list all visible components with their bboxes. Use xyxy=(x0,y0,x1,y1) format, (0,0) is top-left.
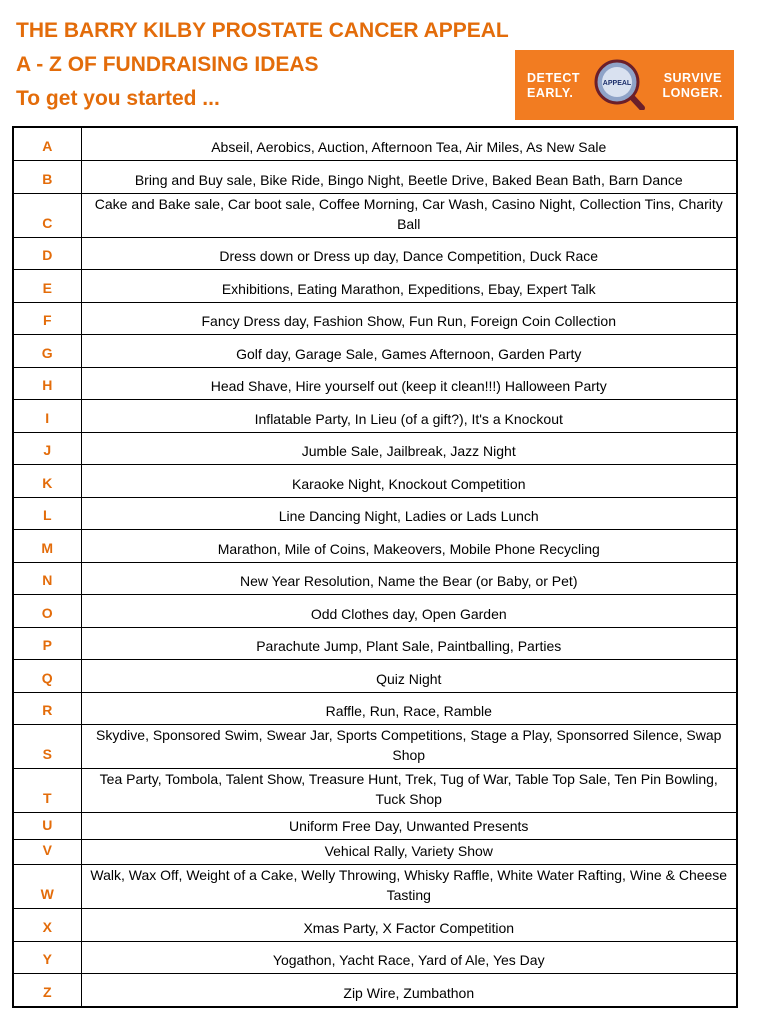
logo-right-line1: SURVIVE xyxy=(663,71,722,85)
row-ideas: Tea Party, Tombola, Talent Show, Treasure Hunt, Trek, Tug of War, Table Top Sale, Ten Pin Bowling, Tuck Shop xyxy=(81,769,736,813)
row-ideas: Dress down or Dress up day, Dance Competition, Duck Race xyxy=(81,237,736,270)
row-letter: P xyxy=(14,627,81,660)
row-ideas: Uniform Free Day, Unwanted Presents xyxy=(81,813,736,840)
row-ideas: Xmas Party, X Factor Competition xyxy=(81,909,736,942)
row-letter: J xyxy=(14,432,81,465)
table-row xyxy=(14,270,736,303)
row-ideas: Inflatable Party, In Lieu (of a gift?), It's a Knockout xyxy=(81,400,736,433)
table-row xyxy=(14,335,736,368)
row-letter: L xyxy=(14,497,81,530)
row-letter: G xyxy=(14,335,81,368)
table-row xyxy=(14,562,736,595)
ideas-table-body xyxy=(14,128,736,1006)
row-letter: T xyxy=(14,769,81,813)
row-ideas: Marathon, Mile of Coins, Makeovers, Mobile Phone Recycling xyxy=(81,530,736,563)
ideas-table xyxy=(12,126,738,1008)
row-ideas: Raffle, Run, Race, Ramble xyxy=(81,692,736,725)
row-letter: Z xyxy=(14,974,81,1007)
row-letter: U xyxy=(14,813,81,840)
row-ideas: Quiz Night xyxy=(81,660,736,693)
row-ideas: Yogathon, Yacht Race, Yard of Ale, Yes Day xyxy=(81,941,736,974)
table-row xyxy=(14,660,736,693)
row-ideas: Karaoke Night, Knockout Competition xyxy=(81,465,736,498)
row-ideas: Fancy Dress day, Fashion Show, Fun Run, Foreign Coin Collection xyxy=(81,302,736,335)
table-row xyxy=(14,530,736,563)
row-ideas: Line Dancing Night, Ladies or Lads Lunch xyxy=(81,497,736,530)
row-ideas: Zip Wire, Zumbathon xyxy=(343,985,475,1001)
table-row xyxy=(14,840,736,865)
table-row xyxy=(14,302,736,335)
row-letter: M xyxy=(14,530,81,563)
row-letter: H xyxy=(14,367,81,400)
row-letter: K xyxy=(14,465,81,498)
table-row xyxy=(14,128,736,161)
table-row xyxy=(14,692,736,725)
logo-tagline-left xyxy=(527,71,580,101)
document-subtitle: To get you started ... xyxy=(16,87,220,110)
row-letter: O xyxy=(14,595,81,628)
row-ideas: Golf day, Garage Sale, Games Afternoon, Garden Party xyxy=(81,335,736,368)
table-row xyxy=(14,465,736,498)
row-letter: A xyxy=(14,128,81,161)
row-letter: N xyxy=(14,562,81,595)
row-ideas: Abseil, Aerobics, Auction, Afternoon Tea, Air Miles, As New Sale xyxy=(81,128,736,161)
table-row xyxy=(14,769,736,813)
table-row xyxy=(14,161,736,194)
row-ideas: Parachute Jump, Plant Sale, Paintballing, Parties xyxy=(81,627,736,660)
table-row xyxy=(14,865,736,909)
page-header xyxy=(16,14,509,116)
row-letter: D xyxy=(14,237,81,270)
logo-tagline-right xyxy=(663,71,723,101)
row-letter: V xyxy=(14,840,81,865)
appeal-title: THE BARRY KILBY PROSTATE CANCER APPEAL xyxy=(16,19,509,42)
table-row xyxy=(14,367,736,400)
row-letter: Y xyxy=(14,941,81,974)
table-row xyxy=(14,595,736,628)
table-row xyxy=(14,813,736,840)
table-row xyxy=(14,941,736,974)
table-row xyxy=(14,237,736,270)
row-letter: C xyxy=(14,193,81,237)
row-ideas: Exhibitions, Eating Marathon, Expeditions, Ebay, Expert Talk xyxy=(81,270,736,303)
row-ideas: Vehical Rally, Variety Show xyxy=(81,840,736,865)
row-ideas: Odd Clothes day, Open Garden xyxy=(81,595,736,628)
row-ideas: Skydive, Sponsored Swim, Swear Jar, Sports Competitions, Stage a Play, Sponsorred Silence, Swap Shop xyxy=(81,725,736,769)
table-row xyxy=(14,974,736,1007)
row-ideas: Bring and Buy sale, Bike Ride, Bingo Night, Beetle Drive, Baked Bean Bath, Barn Dance xyxy=(81,161,736,194)
row-letter: Q xyxy=(14,660,81,693)
logo-right-line2: LONGER. xyxy=(662,86,723,100)
row-letter: R xyxy=(14,692,81,725)
table-row xyxy=(14,627,736,660)
row-letter: S xyxy=(14,725,81,769)
table-row xyxy=(14,725,736,769)
table-row xyxy=(14,909,736,942)
table-row xyxy=(14,193,736,237)
row-ideas: Walk, Wax Off, Weight of a Cake, Welly Throwing, Whisky Raffle, White Water Rafting, Wine & Cheese Tasting xyxy=(81,865,736,909)
row-ideas: Jumble Sale, Jailbreak, Jazz Night xyxy=(81,432,736,465)
table-row xyxy=(14,400,736,433)
row-ideas: Head Shave, Hire yourself out (keep it clean!!!) Halloween Party xyxy=(81,367,736,400)
document-title: A - Z OF FUNDRAISING IDEAS xyxy=(16,53,319,76)
logo-left-line1: DETECT xyxy=(527,71,580,85)
magnifying-glass-icon xyxy=(593,58,645,110)
row-letter: F xyxy=(14,302,81,335)
appeal-logo xyxy=(515,50,734,120)
row-ideas: New Year Resolution, Name the Bear (or Baby, or Pet) xyxy=(81,562,736,595)
row-letter: X xyxy=(14,909,81,942)
table-row xyxy=(14,432,736,465)
row-letter: I xyxy=(14,400,81,433)
logo-left-line2: EARLY. xyxy=(527,86,574,100)
row-letter: B xyxy=(14,161,81,194)
row-letter: E xyxy=(14,270,81,303)
logo-badge-text: APPEAL xyxy=(602,80,632,87)
table-row xyxy=(14,497,736,530)
row-letter: W xyxy=(14,865,81,909)
row-ideas: Cake and Bake sale, Car boot sale, Coffee Morning, Car Wash, Casino Night, Collection Tins, Charity Ball xyxy=(81,193,736,237)
